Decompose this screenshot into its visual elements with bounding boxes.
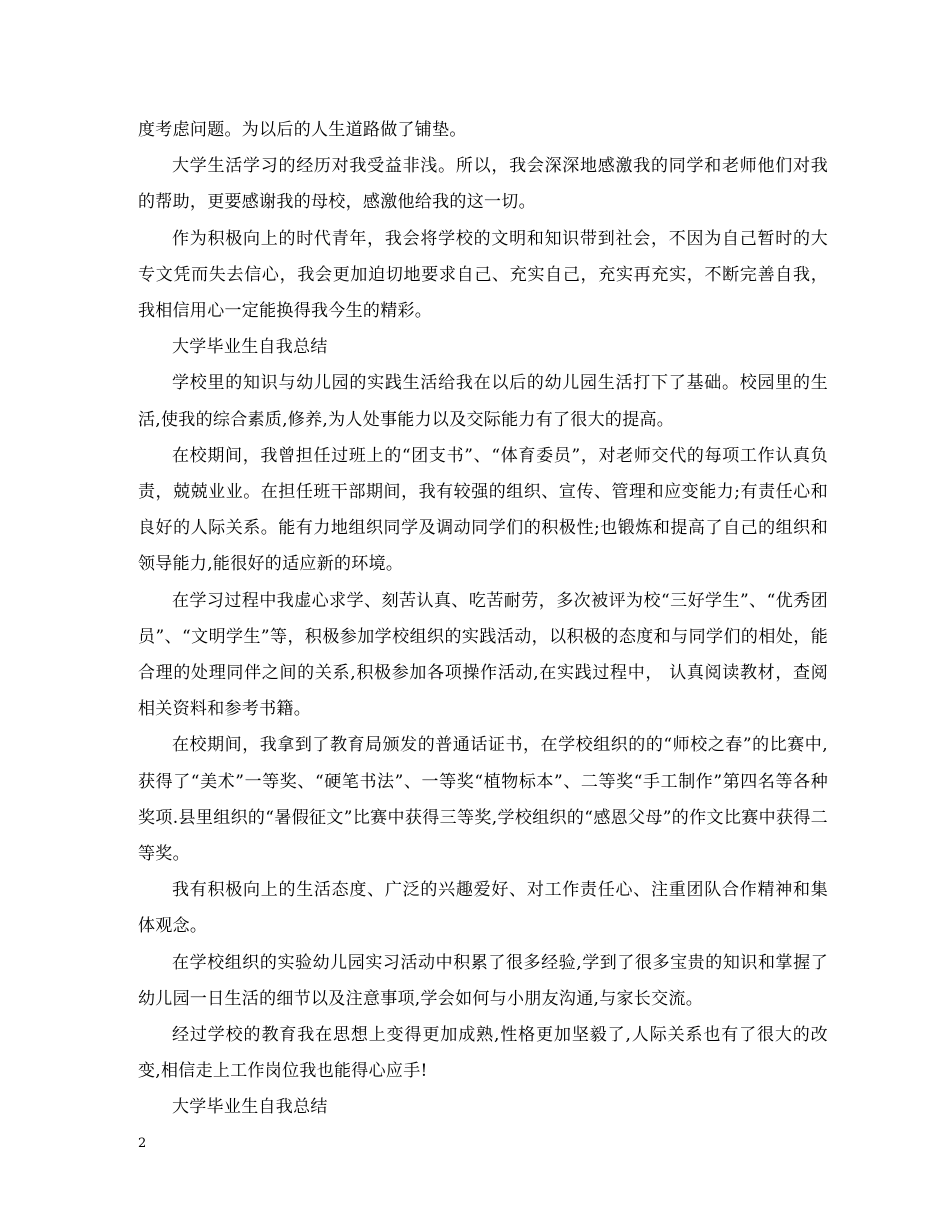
paragraph: 我有积极向上的生活态度、广泛的兴趣爱好、对工作责任心、注重团队合作精神和集体观念。 xyxy=(138,880,828,937)
paragraph: 学校里的知识与幼儿园的实践生活给我在以后的幼儿园生活打下了基础。校园里的生活,使我的综合素质,修养,为人处事能力以及交际能力有了很大的提高。 xyxy=(138,373,828,430)
section-heading: 大学毕业生自我总结 xyxy=(172,337,328,358)
paragraph: 在校期间，我拿到了教育局颁发的普通话证书，在学校组织的的“师校之春”的比赛中,获得了“美术”一等奖、“硬笔书法”、一等奖“植物标本”、二等奖“手工制作”第四名等各种奖项.县里组织的“暑假征文”比赛中获得三等奖,学校组织的“感恩父母”的作文比赛中获得二等奖。 xyxy=(138,735,828,865)
paragraph: 作为积极向上的时代青年，我会将学校的文明和知识带到社会，不因为自己暂时的大专文凭而失去信心，我会更加迫切地要求自己、充实自己，充实再充实，不断完善自我，我相信用心一定能换得我今生的精彩。 xyxy=(138,228,828,322)
paragraph: 度考虑问题。为以后的人生道路做了铺垫。 xyxy=(138,120,467,140)
body-text xyxy=(138,112,828,1126)
section-heading: 大学毕业生自我总结 xyxy=(172,1097,328,1118)
paragraph: 经过学校的教育我在思想上变得更加成熟,性格更加坚毅了,人际关系也有了很大的改变,相信走上工作岗位我也能得心应手! xyxy=(138,1025,828,1082)
page-number: 2 xyxy=(138,1136,147,1151)
paragraph: 在学习过程中我虚心求学、刻苦认真、吃苦耐劳，多次被评为校“三好学生”、“优秀团员”、“文明学生”等，积极参加学校组织的实践活动，以积极的态度和与同学们的相处，能合理的处理同伴之间的关系,积极参加各项操作活动,在实践过程中， 认真阅读教材，查阅相关资料和参考书籍。 xyxy=(138,590,828,720)
paragraph: 在学校组织的实验幼儿园实习活动中积累了很多经验,学到了很多宝贵的知识和掌握了幼儿园一日生活的细节以及注意事项,学会如何与小朋友沟通,与家长交流。 xyxy=(138,952,828,1009)
paragraph: 在校期间，我曾担任过班上的“团支书”、“体育委员”，对老师交代的每项工作认真负责，兢兢业业。在担任班干部期间，我有较强的组织、宣传、管理和应变能力;有责任心和良好的人际关系。能有力地组织同学及调动同学们的积极性;也锻炼和提高了自己的组织和领导能力,能很好的适应新的环境。 xyxy=(138,445,828,575)
paragraph: 大学生活学习的经历对我受益非浅。所以，我会深深地感激我的同学和老师他们对我的帮助，更要感谢我的母校，感激他给我的这一切。 xyxy=(138,156,828,213)
